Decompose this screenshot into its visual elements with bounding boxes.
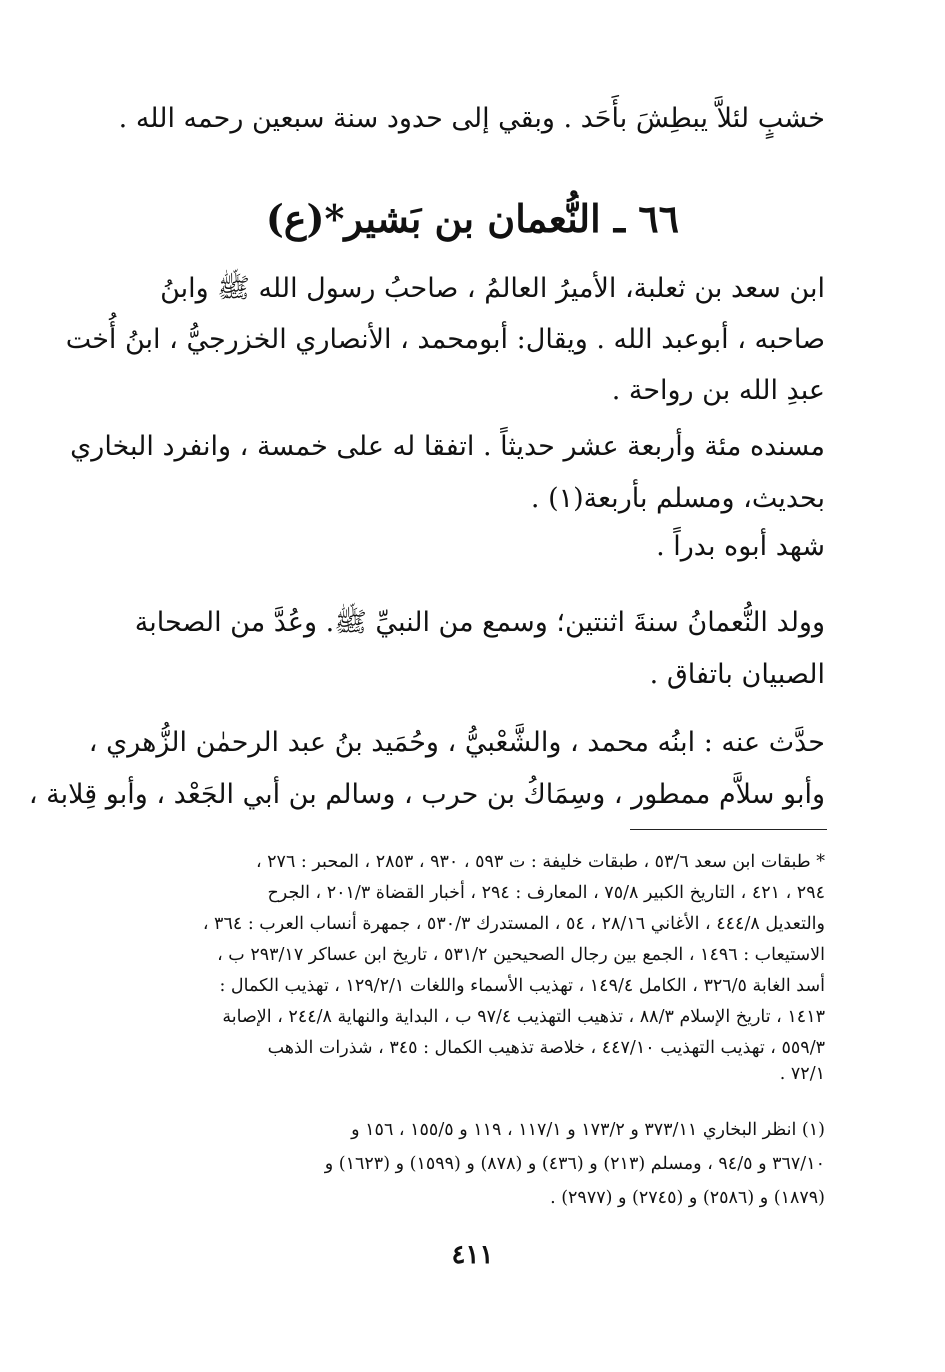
text-line: شهد أبوه بدراً . — [656, 531, 825, 562]
footnote-sources — [203, 847, 825, 1084]
text-line: عبدِ الله بن رواحة . — [611, 375, 825, 406]
footnote-line: والتعديل ٤٤٤/٨ ، الأغاني ٢٨/١٦ ، ٥٤ ، المستدرك ٥٣٠/٣ ، جمهرة أنساب العرب : ٣٦٤ ، — [202, 914, 825, 934]
footnote-line: الاستيعاب : ١٤٩٦ ، الجمع بين رجال الصحيحين ٥٣١/٢ ، تاريخ ابن عساكر ٢٩٣/١٧ ب ، — [217, 945, 825, 965]
paragraph-birth — [135, 597, 825, 701]
footnote-line: ٥٥٩/٣ ، تهذيب التهذيب ٤٤٧/١٠ ، خلاصة تذهيب الكمال : ٣٤٥ ، شذرات الذهب — [267, 1038, 825, 1058]
continuation-line — [119, 103, 825, 134]
footnote-line: * طبقات ابن سعد ٥٣/٦ ، طبقات خليفة : ت ٥٩٣ ، ٩٣٠ ، ٢٨٥٣ ، المحبر : ٢٧٦ ، — [255, 852, 825, 872]
text-line: حدَّث عنه : ابنُه محمد ، والشَّعْبيُّ ، وحُمَيد بنُ عبد الرحمٰن الزُّهري ، — [88, 727, 825, 758]
text-line: الصبيان باتفاق . — [649, 659, 825, 690]
paragraph-lineage — [66, 263, 825, 416]
text-line: وأبو سلاَّم ممطور ، وسِمَاكُ بن حرب ، وسالم بن أبي الجَعْد ، وأبو قِلابة ، — [28, 779, 825, 810]
text-line: خشبٍ لئلاَّ يبطِشَ بأَحَد . وبقي إلى حدود سنة سبعين رحمه الله . — [118, 103, 825, 134]
paragraph-narrators — [29, 717, 825, 821]
footnote-line: ٣٦٧/١٠ و ٩٤/٥ ، ومسلم (٢١٣) و (٤٣٦) و (٨٧٨) و (١٥٩٩) و (١٦٢٣) و — [324, 1154, 825, 1174]
footnote-line: أسد الغابة ٣٢٦/٥ ، الكامل ١٤٩/٤ ، تهذيب الأسماء واللغات ١٢٩/٢/١ ، تهذيب الكمال : — [219, 976, 825, 996]
footnote-one — [325, 1113, 825, 1215]
footnote-line: ٧٢/١ . — [779, 1064, 825, 1084]
entry-heading: ٦٦ ـ النُّعمان بن بَشير*(ع) — [265, 196, 680, 241]
footnote-line: ٢٩٤ ، ٤٢١ ، التاريخ الكبير ٧٥/٨ ، المعارف : ٢٩٤ ، أخبار القضاة ٢٠١/٣ ، الجرح — [267, 883, 825, 903]
footnote-line: (١٨٧٩) و (٢٥٨٦) و (٢٧٤٥) و (٢٩٧٧) . — [550, 1188, 825, 1208]
footnote-line: (١) انظر البخاري ٣٧٣/١١ و ١٧٣/٢ و ١١٧/١ ، ١١٩ و ١٥٥/٥ ، ١٥٦ و — [351, 1120, 825, 1140]
text-line: ابن سعد بن ثعلبة، الأميرُ العالمُ ، صاحبُ رسول الله ﷺ وابنُ — [160, 273, 825, 304]
paragraph-musnad — [70, 421, 825, 525]
page-number: ٤١١ — [451, 1240, 494, 1270]
text-line: مسنده مئة وأربعة عشر حديثاً . اتفقا له على خمسة ، وانفرد البخاري — [70, 431, 825, 462]
footnote-line: ١٤١٣ ، تاريخ الإسلام ٨٨/٣ ، تذهيب التهذيب ٩٧/٤ ب ، البداية والنهاية ٢٤٤/٨ ، الإصابة — [222, 1007, 825, 1027]
paragraph-badr — [656, 531, 825, 562]
text-line: وولد النُّعمانُ سنةَ اثنتين؛ وسمع من النبيِّ ﷺ. وعُدَّ من الصحابة — [134, 607, 825, 638]
text-line: بحديث، ومسلم بأربعة(١) . — [530, 483, 825, 514]
footnote-divider — [630, 829, 827, 830]
text-line: صاحبه ، أبوعبد الله . ويقال: أبومحمد ، الأنصاري الخزرجيُّ ، ابنُ أُخت — [65, 324, 825, 355]
